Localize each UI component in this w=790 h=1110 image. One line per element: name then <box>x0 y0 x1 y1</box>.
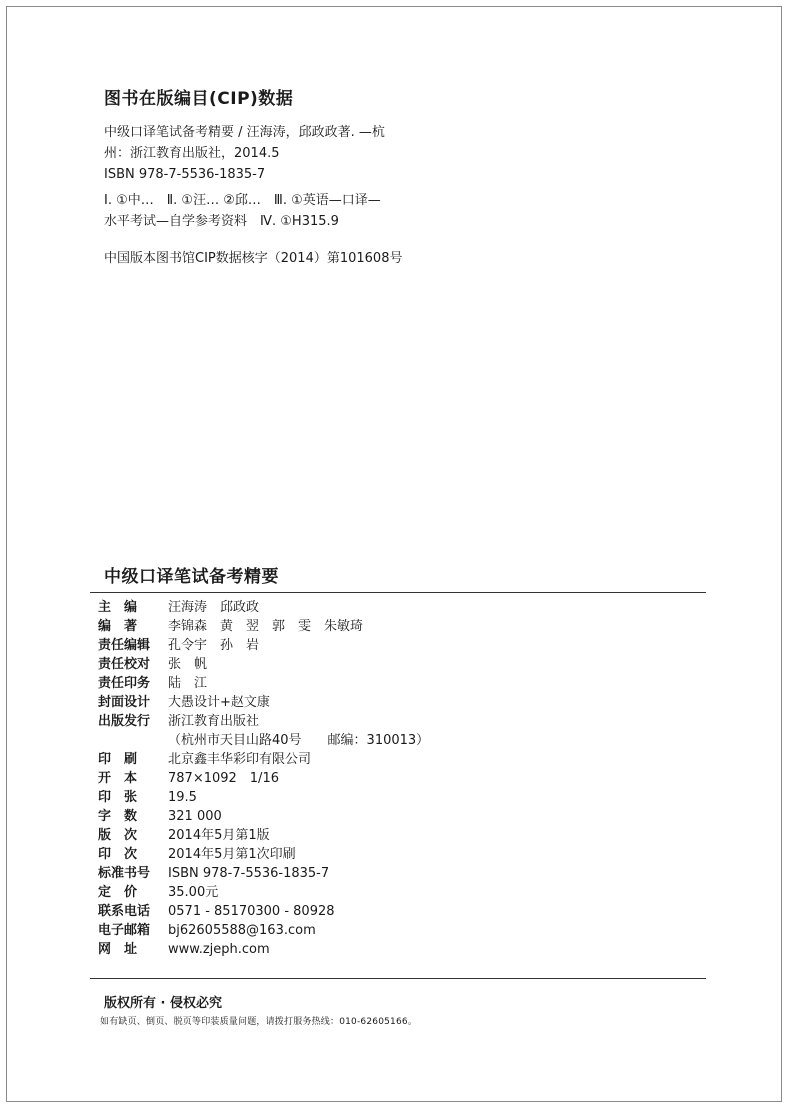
info-row <box>98 940 429 959</box>
cip-line-4: Ⅰ. ①中… Ⅱ. ①汪… ②邱… Ⅲ. ①英语—口译— <box>104 193 381 208</box>
info-value: 2014年5月第1次印刷 <box>168 847 296 862</box>
info-label: 出版发行 <box>98 714 151 729</box>
publication-info <box>98 598 429 959</box>
info-label: 标准书号 <box>98 866 151 881</box>
info-label: 网 址 <box>98 942 138 957</box>
info-label: 印 张 <box>98 790 138 805</box>
cip-heading: 图书在版编目(CIP)数据 <box>104 89 294 109</box>
info-row <box>98 731 429 750</box>
info-label: 开 本 <box>98 771 138 786</box>
info-row <box>98 826 429 845</box>
info-row <box>98 712 429 731</box>
info-label: 字 数 <box>98 809 138 824</box>
info-row <box>98 598 429 617</box>
info-label <box>98 731 168 750</box>
info-row <box>98 693 429 712</box>
info-value: 大愚设计+赵文康 <box>168 695 270 710</box>
info-value: ISBN 978-7-5536-1835-7 <box>168 866 330 881</box>
info-value: 浙江教育出版社 <box>168 714 260 729</box>
info-value: 35.00元 <box>168 885 219 900</box>
info-row <box>98 883 429 902</box>
info-value: 汪海涛 邱政政 <box>168 600 260 615</box>
cip-line-3: ISBN 978-7-5536-1835-7 <box>104 167 266 182</box>
info-row <box>98 636 429 655</box>
info-value: 张 帆 <box>168 657 208 672</box>
info-label: 责任印务 <box>98 676 151 691</box>
cip-line-1: 中级口译笔试备考精要 / 汪海涛，邱政政著. —杭 <box>104 125 385 140</box>
copyright-notice: 版权所有 · 侵权必究 <box>104 996 222 1011</box>
info-row <box>98 921 429 940</box>
info-row <box>98 750 429 769</box>
info-label: 版 次 <box>98 828 138 843</box>
info-label: 封面设计 <box>98 695 151 710</box>
info-label: 定 价 <box>98 885 138 900</box>
info-value: 787×1092 1/16 <box>168 771 279 786</box>
info-label: 印 刷 <box>98 752 138 767</box>
cip-line-5: 水平考试—自学参考资料 Ⅳ. ①H315.9 <box>104 214 339 229</box>
info-value: （杭州市天目山路40号 邮编：310013） <box>168 733 430 748</box>
info-row <box>98 845 429 864</box>
info-value: 19.5 <box>168 790 197 805</box>
book-title: 中级口译笔试备考精要 <box>104 567 279 587</box>
info-value: bj62605588@163.com <box>168 923 316 938</box>
info-value: www.zjeph.com <box>168 942 270 957</box>
divider-bottom <box>90 978 706 979</box>
info-label: 责任校对 <box>98 657 151 672</box>
cip-line-6: 中国版本图书馆CIP数据核字（2014）第101608号 <box>104 251 403 266</box>
info-label: 主 编 <box>98 600 138 615</box>
info-label: 编 著 <box>98 619 138 634</box>
info-value: 北京鑫丰华彩印有限公司 <box>168 752 312 767</box>
info-row <box>98 788 429 807</box>
info-value: 李锦森 黄 翌 郭 雯 朱敏琦 <box>168 619 364 634</box>
info-row <box>98 769 429 788</box>
info-row <box>98 655 429 674</box>
info-value: 陆 江 <box>168 676 208 691</box>
cip-approval <box>104 248 402 269</box>
info-row <box>98 864 429 883</box>
cip-classification <box>104 190 381 232</box>
info-label: 电子邮箱 <box>98 923 151 938</box>
cip-line-2: 州：浙江教育出版社，2014.5 <box>104 146 280 161</box>
cip-catalog-entry <box>104 122 385 185</box>
info-row <box>98 674 429 693</box>
info-row <box>98 807 429 826</box>
info-label: 印 次 <box>98 847 138 862</box>
info-label: 联系电话 <box>98 904 151 919</box>
info-row <box>98 617 429 636</box>
info-row <box>98 902 429 921</box>
divider-top <box>90 592 706 593</box>
info-value: 321 000 <box>168 809 222 824</box>
info-value: 孔令宇 孙 岩 <box>168 638 260 653</box>
service-hotline-notice: 如有缺页、倒页、脱页等印装质量问题，请拨打服务热线：010-62605166。 <box>100 1017 418 1027</box>
info-value: 0571 - 85170300 - 80928 <box>168 904 335 919</box>
info-label: 责任编辑 <box>98 638 151 653</box>
info-value: 2014年5月第1版 <box>168 828 270 843</box>
